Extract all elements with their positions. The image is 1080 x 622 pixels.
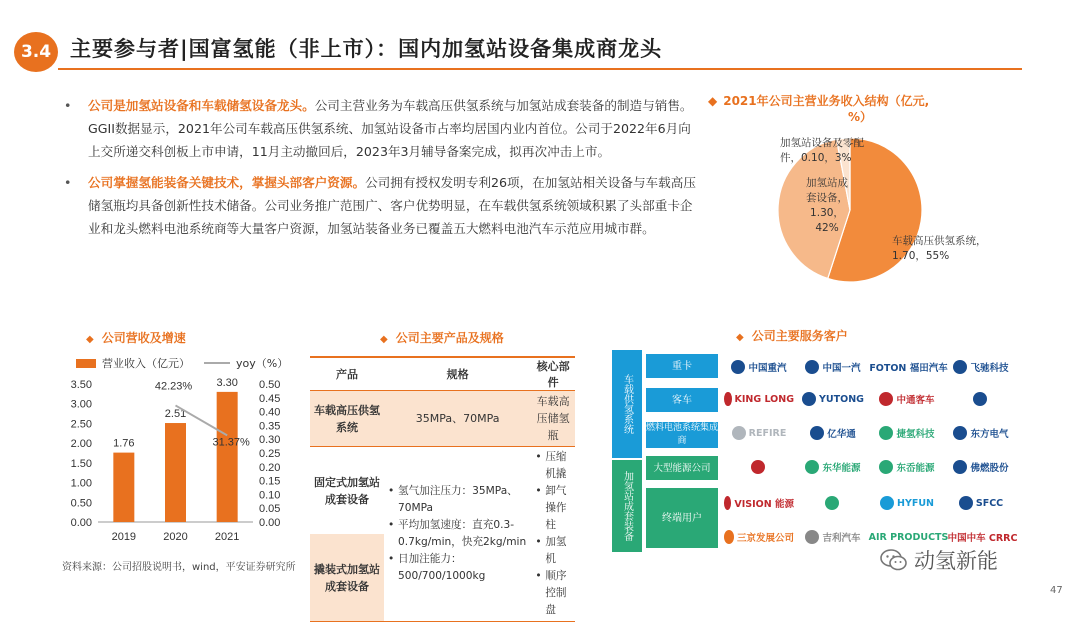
table-row <box>310 447 575 535</box>
customer-logo <box>946 422 1016 444</box>
logo-text: HYFUN <box>897 497 934 509</box>
customer-logo <box>872 388 942 410</box>
legend-bar-swatch <box>76 359 96 368</box>
logo-mark-icon <box>724 530 734 544</box>
product-name: 车载高压供氢系统 <box>310 391 384 447</box>
logo-mark-icon <box>724 392 732 406</box>
legend-line-label: yoy（%） <box>236 357 289 370</box>
customer-logo <box>798 422 868 444</box>
y-right-tick-label: 0.10 <box>259 489 281 502</box>
customer-logo <box>869 356 948 378</box>
customer-logo <box>798 388 868 410</box>
revenue-bar <box>217 392 238 522</box>
x-tick-label: 2019 <box>111 531 137 543</box>
diamond-icon: ◆ <box>86 334 94 345</box>
customer-logo <box>798 492 868 514</box>
y-left-tick-label: 3.00 <box>70 398 92 411</box>
logo-mark-icon <box>825 496 839 510</box>
logo-mark-icon <box>732 426 746 440</box>
category-end-user: 终端用户 <box>646 488 718 548</box>
logo-mark-icon <box>953 360 967 374</box>
component-item: • 顺序控制盘 <box>535 568 571 619</box>
component-item: • 卸气操作柱 <box>535 483 571 534</box>
products-section-title: ◆ 公司主要产品及规格 <box>380 331 504 345</box>
spec-item: • 氢气加注压力：35MPa、70MPa <box>388 483 527 517</box>
legend-line-swatch <box>204 362 230 364</box>
customer-logo <box>724 388 794 410</box>
logo-text: REFIRE <box>748 427 787 439</box>
customer-logo <box>872 456 942 478</box>
bullet-highlight: 公司是加氢站设备和车载储氢设备龙头。 <box>88 98 315 113</box>
logo-mark-icon <box>880 496 894 510</box>
y-left-tick-label: 2.50 <box>70 418 92 431</box>
diamond-icon: ◆ <box>708 94 718 108</box>
customer-logo <box>798 456 868 478</box>
logo-mark-icon <box>879 426 893 440</box>
pie-label-station-equipment: 加氢站成套设备，1.30，42% <box>806 177 848 234</box>
y-right-tick-label: 0.15 <box>259 475 281 488</box>
table-header-component: 核心部件 <box>531 357 575 391</box>
logo-text: YUTONG <box>819 393 864 405</box>
logo-mark-icon <box>751 460 765 474</box>
spec-item: • 平均加氢速度：直充0.3-0.7kg/min，快充2kg/min <box>388 517 527 551</box>
customer-logo <box>724 492 794 514</box>
logo-text: 中国中车 CRRC <box>947 533 1018 544</box>
component-item: • 加氢机 <box>535 534 571 568</box>
section-number-badge: 3.4 <box>14 32 58 72</box>
revenue-bar <box>165 423 186 522</box>
logo-text: FOTON 福田汽车 <box>869 363 948 374</box>
page-title: 主要参与者|国富氢能（非上市）：国内加氢站设备集成商龙头 <box>70 37 663 61</box>
customer-logo <box>946 492 1016 514</box>
y-left-tick-label: 1.50 <box>70 457 92 470</box>
logo-text: 佛燃股份 <box>970 463 1009 474</box>
revenue-section-title: ◆ 公司营收及增速 <box>86 331 186 345</box>
y-right-tick-label: 0.30 <box>259 434 281 447</box>
watermark-text: 动氢新能 <box>914 549 998 573</box>
table-row <box>310 391 575 447</box>
category-bus: 客车 <box>646 388 718 412</box>
revenue-growth-chart <box>58 370 308 550</box>
watermark <box>880 545 998 575</box>
component-item: • 压缩机撬 <box>535 449 571 483</box>
bullet-item <box>62 171 700 240</box>
customer-logo <box>724 422 794 444</box>
logo-mark-icon <box>805 460 819 474</box>
logo-text: 飞驰科技 <box>970 363 1009 374</box>
y-left-tick-label: 0.00 <box>70 517 92 529</box>
bullet-item <box>62 94 700 163</box>
station-components <box>531 447 575 622</box>
customer-logo <box>724 356 794 378</box>
products-table <box>310 356 575 622</box>
y-right-tick-label: 0.00 <box>259 517 281 529</box>
customers-panel <box>612 350 1020 552</box>
logo-mark-icon <box>805 530 819 544</box>
logo-text: SFCC <box>975 497 1004 509</box>
group-station-equipment: 加氢站成套装备 <box>612 460 642 552</box>
group-onboard-system: 车载供氢系统 <box>612 350 642 458</box>
title-underline <box>58 68 1022 70</box>
revenue-chart-legend <box>76 355 288 371</box>
pie-title-line2: %） <box>848 110 873 124</box>
customer-logo <box>872 422 942 444</box>
y-right-tick-label: 0.40 <box>259 406 281 419</box>
customers-section-title: ◆ 公司主要服务客户 <box>736 329 848 343</box>
category-heavy-truck: 重卡 <box>646 354 718 378</box>
customer-logo <box>872 492 942 514</box>
bullet-marker: • <box>64 98 72 113</box>
diamond-icon: ◆ <box>380 334 388 345</box>
customer-logo <box>724 456 794 478</box>
category-energy-company: 大型能源公司 <box>646 456 718 480</box>
x-tick-label: 2020 <box>163 531 188 543</box>
yoy-data-label: 31.37% <box>212 436 250 449</box>
logo-mark-icon <box>953 426 967 440</box>
station-specs <box>384 447 531 622</box>
logo-text: AIR PRODUCTS <box>868 531 949 543</box>
logo-text: 东华能源 <box>822 463 861 474</box>
pie-chart-title <box>708 93 1008 125</box>
logo-mark-icon <box>879 460 893 474</box>
logo-mark-icon <box>810 426 824 440</box>
product-name: 固定式加氢站成套设备 <box>310 447 384 535</box>
customer-logo <box>946 388 1016 410</box>
logo-text: 捷氢科技 <box>896 429 935 440</box>
y-left-tick-label: 2.00 <box>70 438 92 451</box>
customer-logo <box>798 356 868 378</box>
y-right-tick-label: 0.45 <box>259 392 281 405</box>
logo-mark-icon <box>959 496 973 510</box>
bullet-text: 公司主营业务为车载高压供氢系统与加氢站成套装备的制造与销售。GGII数据显示，2021年公司车载高压供氢系统、加氢站设备市占率均居国内业内首位。公司于2022年6月向上交所递交科创板上市申请，11月主动撤回后，2023年3月辅导备案完成，拟再次冲击上市。 <box>88 98 693 159</box>
product-component: 车载高压储氢瓶 <box>531 391 575 447</box>
logo-text: 东方电气 <box>970 429 1009 440</box>
logo-mark-icon <box>805 360 819 374</box>
y-right-tick-label: 0.50 <box>259 379 281 391</box>
logo-text: 亿华通 <box>827 429 856 440</box>
table-header-product: 产品 <box>310 357 384 391</box>
yoy-data-label: 42.23% <box>154 380 193 393</box>
bullet-list <box>62 94 700 248</box>
y-left-tick-label: 3.50 <box>70 379 92 391</box>
y-right-tick-label: 0.20 <box>259 461 281 474</box>
y-left-tick-label: 0.50 <box>70 497 92 510</box>
bullet-marker: • <box>64 175 72 190</box>
bullet-highlight: 公司掌握氢能装备关键技术，掌握头部客户资源。 <box>88 175 366 190</box>
pie-label-onboard-system: 车载高压供氢系统，1.70，55% <box>892 235 987 262</box>
logo-text: 三京发展公司 <box>736 533 794 544</box>
logo-mark-icon <box>724 496 731 510</box>
customer-logo <box>946 456 1016 478</box>
pie-label-parts: 加氢站设备及零配件，0.10，3% <box>780 137 864 164</box>
logo-text: VISION 能源 <box>734 499 794 510</box>
source-note: 资料来源：公司招股说明书，wind，平安证券研究所 <box>62 562 296 573</box>
bullet-text: 公司拥有授权发明专利26项，在加氢站相关设备与车载高压储氢瓶均具备创新性技术储备。公司业务推广范围广、客户优势明显，在车载供氢系统领域积累了头部重卡企业和龙头燃料电池系统商等大量客户资源，加氢站装备业务已覆盖五大燃料电池汽车示范应用城市群。 <box>88 175 696 236</box>
y-left-tick-label: 1.00 <box>70 477 92 490</box>
logo-text: 东岙能源 <box>896 463 935 474</box>
logo-text: 中国重汽 <box>748 363 787 374</box>
customer-logo <box>724 526 794 548</box>
bar-data-label: 2.51 <box>164 408 187 421</box>
category-system-integrator: 燃料电池系统集成商 <box>646 423 719 446</box>
logo-text: 中国一汽 <box>822 363 861 374</box>
pie-title-line1: 2021年公司主营业务收入结构（亿元, <box>723 94 930 108</box>
product-spec: 35MPa、70MPa <box>384 391 531 447</box>
customer-logo <box>946 356 1016 378</box>
table-header-spec: 规格 <box>384 357 531 391</box>
y-right-tick-label: 0.35 <box>259 420 281 433</box>
page-number: 47 <box>1050 585 1063 596</box>
y-right-tick-label: 0.05 <box>259 503 281 516</box>
product-name: 撬装式加氢站成套设备 <box>310 534 384 622</box>
logo-mark-icon <box>802 392 816 406</box>
logo-text: 中通客车 <box>896 395 935 406</box>
spec-item: • 日加注能力：500/700/1000kg <box>388 551 527 585</box>
revenue-bar <box>113 453 134 522</box>
logo-mark-icon <box>879 392 893 406</box>
logo-text: 吉利汽车 <box>822 533 861 544</box>
diamond-icon: ◆ <box>736 332 744 343</box>
customer-logo <box>798 526 868 548</box>
legend-bar-label: 营业收入（亿元） <box>102 357 190 370</box>
wechat-icon <box>880 548 908 572</box>
x-tick-label: 2021 <box>214 531 240 543</box>
y-right-tick-label: 0.25 <box>259 448 281 460</box>
logo-mark-icon <box>731 360 745 374</box>
bar-data-label: 1.76 <box>113 437 135 450</box>
bar-data-label: 3.30 <box>216 376 238 389</box>
logo-mark-icon <box>953 460 967 474</box>
logo-mark-icon <box>973 392 987 406</box>
logo-text: KING LONG <box>734 393 794 405</box>
